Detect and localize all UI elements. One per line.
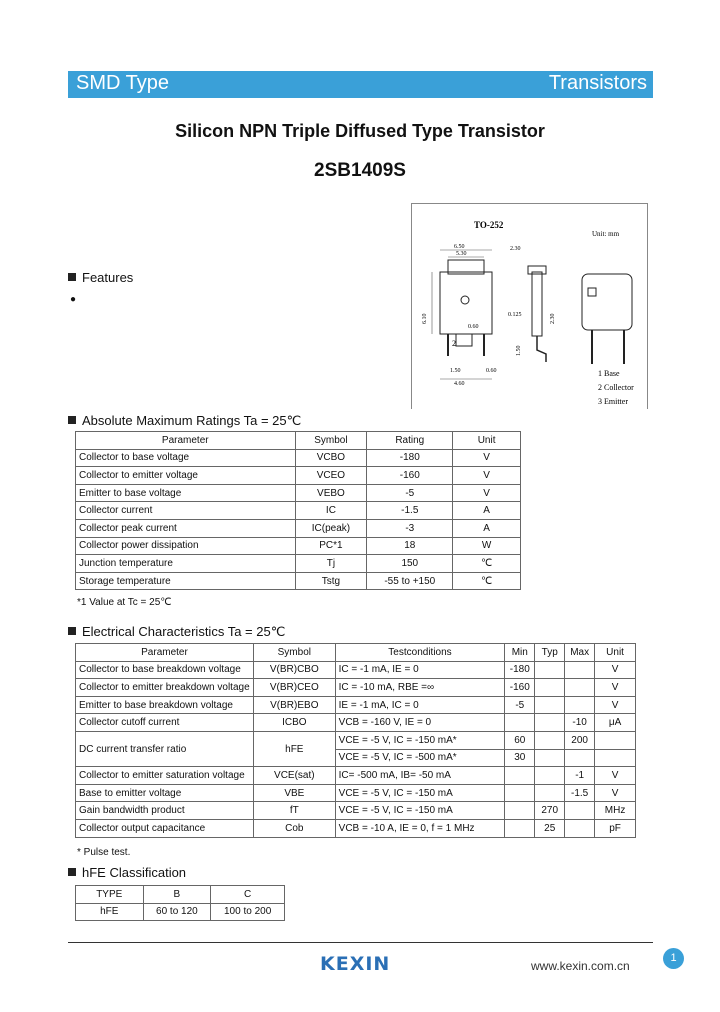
header-right: Transistors bbox=[548, 72, 647, 94]
elec-table bbox=[75, 643, 636, 838]
table-cell: Collector to base breakdown voltage bbox=[76, 661, 254, 679]
table-cell: -5 bbox=[505, 696, 535, 714]
hfe-heading bbox=[68, 865, 186, 880]
table-row bbox=[76, 731, 636, 749]
table-row bbox=[76, 696, 636, 714]
table-cell bbox=[565, 696, 595, 714]
svg-text:2: 2 bbox=[452, 339, 456, 348]
table-cell: IC = -1 mA, IE = 0 bbox=[335, 661, 505, 679]
table-cell: VCE = -5 V, IC = -150 mA bbox=[335, 802, 505, 820]
dim-6: 2.30 bbox=[550, 313, 556, 324]
footer-divider bbox=[68, 942, 653, 943]
table-cell bbox=[505, 819, 535, 837]
table-cell: Junction temperature bbox=[76, 555, 296, 573]
table-cell: -5 bbox=[367, 484, 453, 502]
dim-9: 4.60 bbox=[454, 381, 465, 387]
table-cell: PC*1 bbox=[295, 537, 367, 555]
header-cell: Symbol bbox=[295, 432, 367, 450]
table-cell: A bbox=[453, 502, 521, 520]
dim-8: 1.50 bbox=[516, 345, 522, 356]
table-cell: 30 bbox=[505, 749, 535, 767]
header-cell: Rating bbox=[367, 432, 453, 450]
table-cell: IC bbox=[295, 502, 367, 520]
table-cell: V bbox=[595, 679, 636, 697]
table-cell: Base to emitter voltage bbox=[76, 784, 254, 802]
table-cell: VCB = -10 A, IE = 0, f = 1 MHz bbox=[335, 819, 505, 837]
table-cell: MHz bbox=[595, 802, 636, 820]
table-row bbox=[76, 679, 636, 697]
table-cell bbox=[595, 731, 636, 749]
table-cell bbox=[505, 714, 535, 732]
table-cell: Collector to emitter saturation voltage bbox=[76, 767, 254, 785]
table-cell bbox=[565, 749, 595, 767]
table-cell bbox=[535, 749, 565, 767]
table-cell: VCE(sat) bbox=[253, 767, 335, 785]
table-cell bbox=[505, 784, 535, 802]
table-cell: hFE bbox=[253, 731, 335, 766]
table-cell: μA bbox=[595, 714, 636, 732]
table-cell bbox=[535, 714, 565, 732]
table-cell: VCE = -5 V, IC = -500 mA* bbox=[335, 749, 505, 767]
table-cell: -180 bbox=[505, 661, 535, 679]
table-row bbox=[76, 449, 521, 467]
table-cell: -1.5 bbox=[367, 502, 453, 520]
table-cell: 18 bbox=[367, 537, 453, 555]
table-cell: IC= -500 mA, IB= -50 mA bbox=[335, 767, 505, 785]
header-cell: Parameter bbox=[76, 432, 296, 450]
dim-11: 1.50 bbox=[450, 368, 461, 374]
table-cell: Collector peak current bbox=[76, 519, 296, 537]
table-cell: V bbox=[453, 484, 521, 502]
table-cell: 200 bbox=[565, 731, 595, 749]
section-square-icon bbox=[68, 868, 76, 876]
table-cell bbox=[565, 661, 595, 679]
table-cell: V bbox=[453, 449, 521, 467]
table-cell: Storage temperature bbox=[76, 572, 296, 590]
table-cell: Collector output capacitance bbox=[76, 819, 254, 837]
header-cell: Parameter bbox=[76, 644, 254, 662]
table-cell: 60 to 120 bbox=[143, 903, 211, 921]
header-cell: Unit bbox=[453, 432, 521, 450]
table-cell: -10 bbox=[565, 714, 595, 732]
table-cell: V(BR)EBO bbox=[253, 696, 335, 714]
table-row bbox=[76, 802, 636, 820]
table-row bbox=[76, 784, 636, 802]
table-cell bbox=[505, 767, 535, 785]
table-cell: 100 to 200 bbox=[211, 903, 285, 921]
part-number: 2SB1409S bbox=[314, 160, 406, 181]
table-cell: DC current transfer ratio bbox=[76, 731, 254, 766]
table-header-row bbox=[76, 886, 285, 904]
pin-2: 2 Collector bbox=[598, 383, 634, 392]
table-row bbox=[76, 555, 521, 573]
table-cell: -3 bbox=[367, 519, 453, 537]
table-cell: IC(peak) bbox=[295, 519, 367, 537]
table-cell: IC = -10 mA, RBE =∞ bbox=[335, 679, 505, 697]
header-cell: B bbox=[143, 886, 211, 904]
hfe-heading-text: hFE Classification bbox=[82, 865, 187, 880]
table-row bbox=[76, 714, 636, 732]
table-cell: hFE bbox=[76, 903, 144, 921]
pin-3: 3 Emitter bbox=[598, 397, 628, 406]
table-cell: VCE = -5 V, IC = -150 mA bbox=[335, 784, 505, 802]
table-row bbox=[76, 467, 521, 485]
table-cell: W bbox=[453, 537, 521, 555]
table-cell bbox=[565, 679, 595, 697]
table-cell: VCEO bbox=[295, 467, 367, 485]
table-header-row bbox=[76, 644, 636, 662]
abs-max-heading-text: Absolute Maximum Ratings Ta = 25℃ bbox=[82, 413, 302, 428]
table-cell: V bbox=[595, 696, 636, 714]
header-cell: C bbox=[211, 886, 285, 904]
table-cell: V(BR)CEO bbox=[253, 679, 335, 697]
table-row bbox=[76, 572, 521, 590]
table-cell: V bbox=[453, 467, 521, 485]
table-cell: 60 bbox=[505, 731, 535, 749]
table-cell: Collector power dissipation bbox=[76, 537, 296, 555]
table-cell: Collector to base voltage bbox=[76, 449, 296, 467]
table-cell: -160 bbox=[367, 467, 453, 485]
table-cell: 25 bbox=[535, 819, 565, 837]
table-cell: V bbox=[595, 767, 636, 785]
table-cell: V(BR)CBO bbox=[253, 661, 335, 679]
dim-1: 6.50 bbox=[454, 244, 465, 250]
table-cell: ℃ bbox=[453, 572, 521, 590]
table-cell bbox=[535, 696, 565, 714]
abs-max-table bbox=[75, 431, 521, 590]
abs-max-note: *1 Value at Tc = 25℃ bbox=[77, 597, 172, 608]
table-cell: 270 bbox=[535, 802, 565, 820]
table-cell: Emitter to base voltage bbox=[76, 484, 296, 502]
table-cell: VCBO bbox=[295, 449, 367, 467]
elec-note: * Pulse test. bbox=[77, 847, 131, 858]
table-cell: Cob bbox=[253, 819, 335, 837]
table-row bbox=[76, 484, 521, 502]
table-cell: Gain bandwidth product bbox=[76, 802, 254, 820]
table-cell bbox=[535, 731, 565, 749]
table-cell: Tj bbox=[295, 555, 367, 573]
features-heading bbox=[68, 270, 133, 285]
dim-3: 2.30 bbox=[510, 246, 521, 252]
table-cell bbox=[535, 679, 565, 697]
table-cell: VEBO bbox=[295, 484, 367, 502]
footer-url[interactable]: www.kexin.com.cn bbox=[531, 959, 630, 973]
table-cell: VBE bbox=[253, 784, 335, 802]
header-cell: Unit bbox=[595, 644, 636, 662]
header-cell: TYPE bbox=[76, 886, 144, 904]
table-header-row bbox=[76, 432, 521, 450]
table-cell: Tstg bbox=[295, 572, 367, 590]
dim-7: 0.125 bbox=[508, 312, 522, 318]
table-cell: -160 bbox=[505, 679, 535, 697]
dim-4: 6.10 bbox=[422, 313, 428, 324]
package-name: TO-252 bbox=[474, 220, 504, 230]
table-row bbox=[76, 903, 285, 921]
company-logo: KEXIN bbox=[320, 953, 391, 975]
table-cell bbox=[565, 802, 595, 820]
table-cell bbox=[535, 661, 565, 679]
elec-heading-text: Electrical Characteristics Ta = 25℃ bbox=[82, 624, 286, 639]
table-cell: VCB = -160 V, IE = 0 bbox=[335, 714, 505, 732]
page-number: 1 bbox=[663, 948, 684, 969]
dim-5: 0.60 bbox=[468, 324, 479, 330]
table-cell: pF bbox=[595, 819, 636, 837]
package-drawing bbox=[411, 203, 648, 409]
section-square-icon bbox=[68, 627, 76, 635]
dim-2: 5.30 bbox=[456, 251, 467, 257]
table-cell bbox=[595, 749, 636, 767]
header-cell: Symbol bbox=[253, 644, 335, 662]
header-cell: Max bbox=[565, 644, 595, 662]
dim-10: 0.60 bbox=[486, 368, 497, 374]
table-cell: VCE = -5 V, IC = -150 mA* bbox=[335, 731, 505, 749]
table-cell: Collector cutoff current bbox=[76, 714, 254, 732]
table-cell: V bbox=[595, 784, 636, 802]
features-heading-text: Features bbox=[82, 270, 134, 285]
table-row bbox=[76, 767, 636, 785]
section-square-icon bbox=[68, 416, 76, 424]
header-cell: Min bbox=[505, 644, 535, 662]
table-row bbox=[76, 519, 521, 537]
table-cell: -1.5 bbox=[565, 784, 595, 802]
table-cell: ℃ bbox=[453, 555, 521, 573]
table-cell bbox=[535, 767, 565, 785]
feature-bullet: ● bbox=[70, 294, 77, 305]
table-row bbox=[76, 502, 521, 520]
table-cell: Collector current bbox=[76, 502, 296, 520]
table-cell bbox=[535, 784, 565, 802]
table-cell: V bbox=[595, 661, 636, 679]
table-cell: 150 bbox=[367, 555, 453, 573]
abs-max-heading bbox=[68, 413, 301, 429]
package-unit: Unit: mm bbox=[592, 230, 620, 238]
header-left: SMD Type bbox=[76, 72, 169, 94]
header-cell: Testconditions bbox=[335, 644, 505, 662]
pin-1: 1 Base bbox=[598, 369, 620, 378]
elec-heading bbox=[68, 624, 285, 640]
doc-title: Silicon NPN Triple Diffused Type Transistor bbox=[175, 121, 545, 141]
table-cell: Collector to emitter breakdown voltage bbox=[76, 679, 254, 697]
hfe-table bbox=[75, 885, 285, 921]
header-banner bbox=[68, 71, 653, 98]
table-row bbox=[76, 537, 521, 555]
header-cell: Typ bbox=[535, 644, 565, 662]
table-cell: -55 to +150 bbox=[367, 572, 453, 590]
table-cell: fT bbox=[253, 802, 335, 820]
table-cell: A bbox=[453, 519, 521, 537]
table-cell: -1 bbox=[565, 767, 595, 785]
table-cell bbox=[505, 802, 535, 820]
table-cell bbox=[565, 819, 595, 837]
table-cell: -180 bbox=[367, 449, 453, 467]
table-cell: ICBO bbox=[253, 714, 335, 732]
table-cell: Collector to emitter voltage bbox=[76, 467, 296, 485]
table-row bbox=[76, 661, 636, 679]
table-row bbox=[76, 819, 636, 837]
table-cell: IE = -1 mA, IC = 0 bbox=[335, 696, 505, 714]
section-square-icon bbox=[68, 273, 76, 281]
table-cell: Emitter to base breakdown voltage bbox=[76, 696, 254, 714]
